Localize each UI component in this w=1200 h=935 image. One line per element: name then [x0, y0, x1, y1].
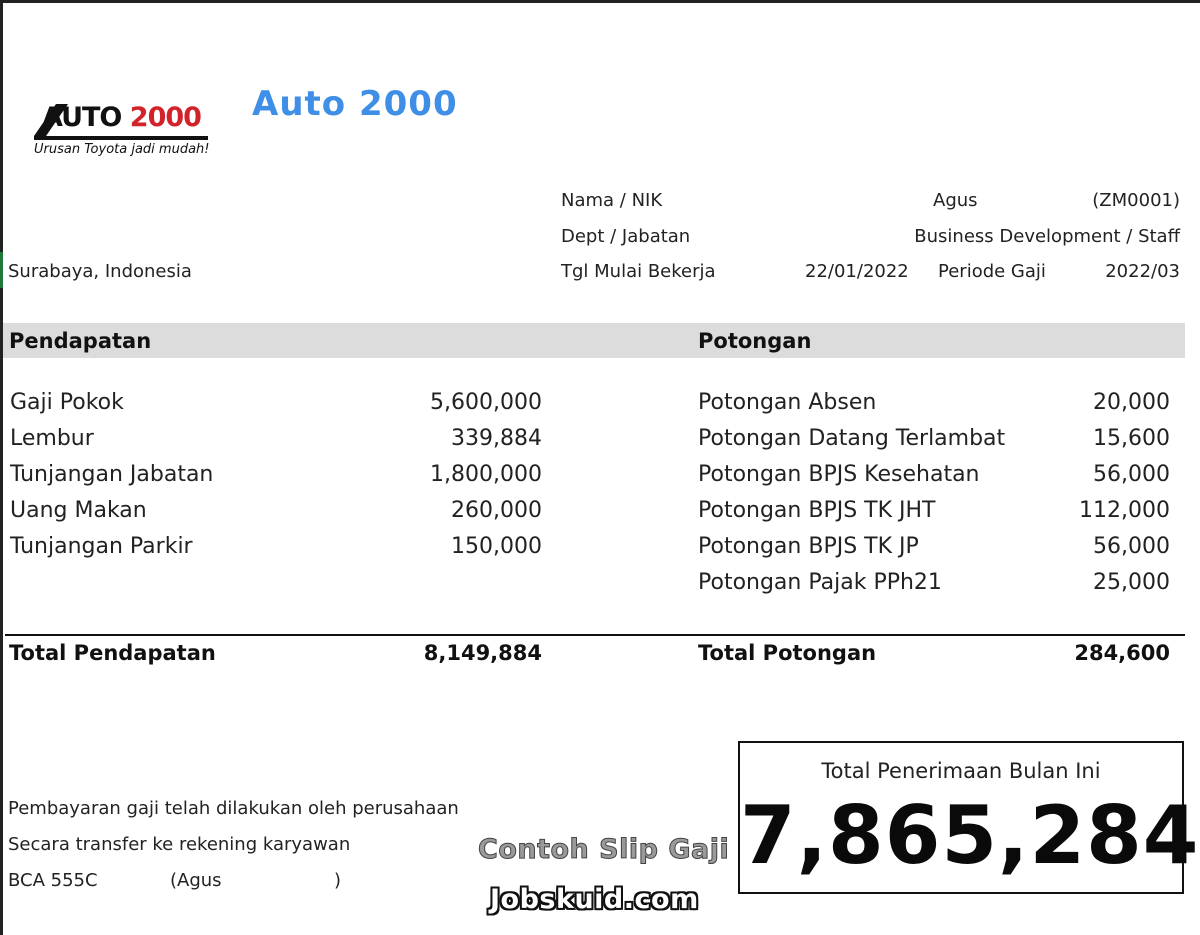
- total-earnings-value: 8,149,884: [423, 641, 542, 665]
- deduction-label: Potongan BPJS TK JP: [698, 534, 919, 559]
- pay-period: 2022/03: [1105, 261, 1180, 282]
- earning-label: Tunjangan Parkir: [10, 534, 193, 559]
- deduction-label: Potongan BPJS Kesehatan: [698, 462, 980, 487]
- watermark-site: Jobskuid.com: [490, 884, 699, 915]
- deduction-value: 15,600: [1093, 426, 1170, 451]
- payment-note-line2: Secara transfer ke rekening karyawan: [8, 834, 351, 855]
- deduction-label: Potongan Pajak PPh21: [698, 570, 942, 595]
- payment-note-line1: Pembayaran gaji telah dilakukan oleh perusahaan: [8, 798, 459, 819]
- total-deductions-label: Total Potongan: [698, 641, 877, 665]
- total-earnings-label: Total Pendapatan: [9, 641, 216, 665]
- deduction-label: Potongan BPJS TK JHT: [698, 498, 936, 523]
- start-date: 22/01/2022: [805, 261, 909, 282]
- earning-label: Gaji Pokok: [10, 390, 124, 415]
- logo-wordmark: [34, 98, 208, 138]
- totals-divider: [5, 634, 1185, 636]
- sheet-top-border: [0, 0, 1200, 3]
- net-pay-value: 7,865,284: [740, 789, 1200, 882]
- logo-tagline: Urusan Toyota jadi mudah!: [34, 142, 210, 157]
- bank-account: BCA 555C: [8, 870, 98, 891]
- employee-dept: Business Development / Staff: [914, 226, 1180, 247]
- company-location: Surabaya, Indonesia: [8, 261, 192, 282]
- net-pay-box: [738, 741, 1200, 894]
- earning-label: Uang Makan: [10, 498, 147, 523]
- earning-label: Lembur: [10, 426, 94, 451]
- company-logo: [34, 98, 214, 160]
- employee-name: Agus: [933, 190, 978, 211]
- account-holder-close: ): [334, 870, 342, 891]
- earning-value: 1,800,000: [430, 462, 542, 487]
- account-holder: (Agus: [170, 870, 222, 891]
- deduction-label: Potongan Datang Terlambat: [698, 426, 1006, 451]
- dept-label: Dept / Jabatan: [561, 226, 691, 247]
- sheet-left-border: [0, 0, 3, 935]
- section-header-bar: [3, 323, 1185, 358]
- start-date-label: Tgl Mulai Bekerja: [561, 261, 716, 282]
- earning-label: Tunjangan Jabatan: [10, 462, 214, 487]
- earning-value: 5,600,000: [430, 390, 542, 415]
- watermark-title: Contoh Slip Gaji: [478, 834, 730, 865]
- selected-cell-marker: [0, 252, 3, 288]
- earning-value: 260,000: [451, 498, 542, 523]
- company-name: Auto 2000: [252, 84, 458, 124]
- deduction-value: 56,000: [1093, 462, 1170, 487]
- deduction-label: Potongan Absen: [698, 390, 877, 415]
- deduction-value: 56,000: [1093, 534, 1170, 559]
- logo-underline: [34, 136, 208, 140]
- earning-value: 150,000: [451, 534, 542, 559]
- deduction-value: 25,000: [1093, 570, 1170, 595]
- logo-brand-number: 2000: [129, 102, 201, 133]
- name-label: Nama / NIK: [561, 190, 663, 211]
- employee-nik: (ZM0001): [1092, 190, 1180, 211]
- total-deductions-value: 284,600: [1074, 641, 1170, 665]
- logo-brand-text: AUTO: [42, 102, 122, 133]
- net-pay-label: Total Penerimaan Bulan Ini: [821, 759, 1101, 783]
- deduction-value: 20,000: [1093, 390, 1170, 415]
- earnings-title: Pendapatan: [9, 329, 152, 353]
- period-label: Periode Gaji: [938, 261, 1046, 282]
- deduction-value: 112,000: [1079, 498, 1170, 523]
- earning-value: 339,884: [451, 426, 542, 451]
- deductions-title: Potongan: [698, 329, 812, 353]
